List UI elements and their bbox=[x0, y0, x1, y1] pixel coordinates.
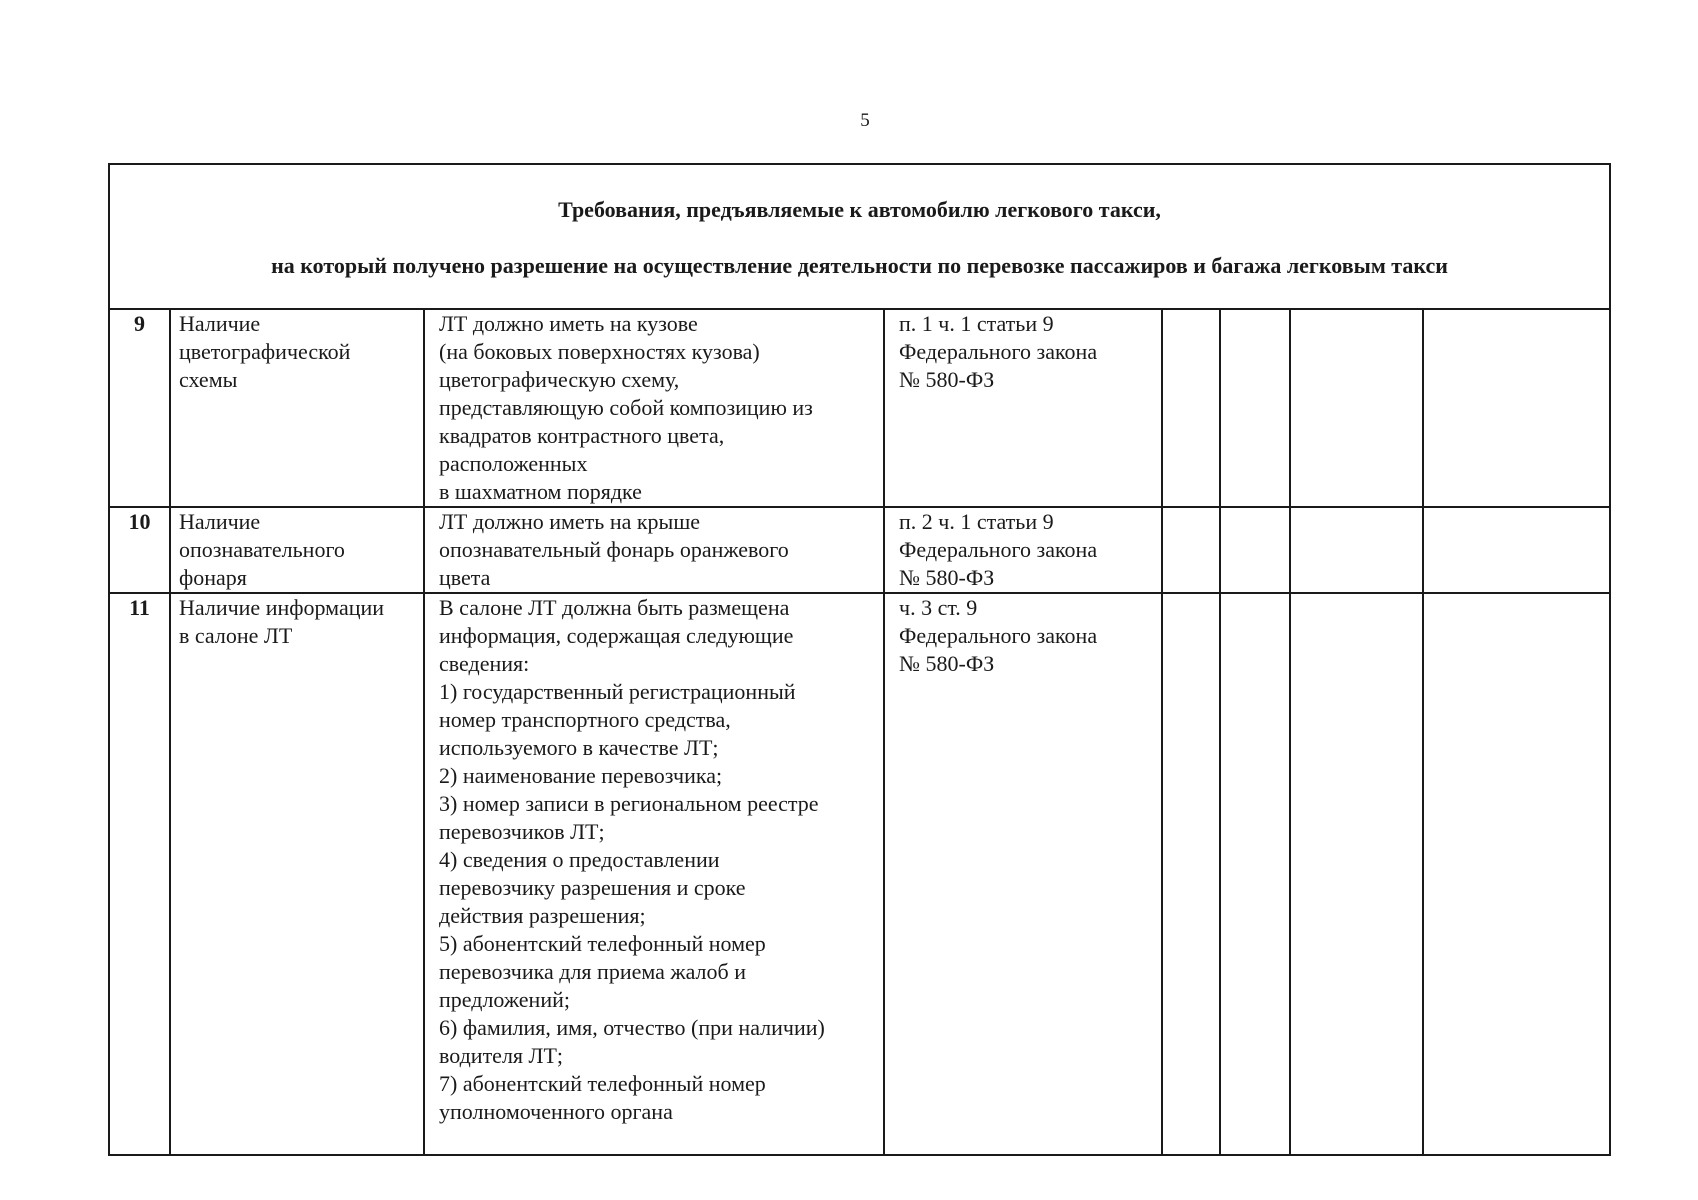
empty-cell bbox=[1423, 309, 1610, 507]
empty-cell bbox=[1162, 309, 1220, 507]
row-number: 11 bbox=[109, 593, 170, 1155]
legal-basis: п. 2 ч. 1 статьи 9 Федерального закона № 580-ФЗ bbox=[884, 507, 1162, 593]
empty-cell bbox=[1162, 507, 1220, 593]
empty-cell bbox=[1162, 593, 1220, 1155]
table-title bbox=[109, 164, 1610, 309]
requirement-name: Наличие информации в салоне ЛТ bbox=[170, 593, 424, 1155]
page-number: 5 bbox=[860, 110, 870, 131]
empty-cell bbox=[1423, 507, 1610, 593]
empty-cell bbox=[1220, 593, 1290, 1155]
requirement-description: В салоне ЛТ должна быть размещена информация, содержащая следующие сведения: 1) государственный регистрационный номер транспортного средства, используемого в качестве ЛТ; 2) наименование перевозчика; 3) номер записи в региональном реестре перевозчиков ЛТ; 4) сведения о предоставлении перевозчику разрешения и сроке действия разрешения; 5) абонентский телефонный номер перевозчика для приема жалоб и предложений; 6) фамилия, имя, отчество (при наличии) водителя ЛТ; 7) абонентский телефонный номер уполномоченного органа bbox=[424, 593, 884, 1155]
requirement-name: Наличие цветографической схемы bbox=[170, 309, 424, 507]
legal-basis: ч. 3 ст. 9 Федерального закона № 580-ФЗ bbox=[884, 593, 1162, 1155]
table-title-line-2: на который получено разрешение на осуществление деятельности по перевозке пассажиров и багажа легковым такси bbox=[271, 253, 1448, 278]
empty-cell bbox=[1423, 593, 1610, 1155]
empty-cell bbox=[1220, 309, 1290, 507]
requirement-name: Наличие опознавательного фонаря bbox=[170, 507, 424, 593]
legal-basis: п. 1 ч. 1 статьи 9 Федерального закона № 580-ФЗ bbox=[884, 309, 1162, 507]
row-number: 10 bbox=[109, 507, 170, 593]
empty-cell bbox=[1290, 507, 1423, 593]
table-row bbox=[109, 593, 1610, 1155]
requirement-description: ЛТ должно иметь на кузове (на боковых поверхностях кузова) цветографическую схему, представляющую собой композицию из квадратов контрастного цвета, расположенных в шахматном порядке bbox=[424, 309, 884, 507]
table-title-row bbox=[109, 164, 1610, 309]
empty-cell bbox=[1220, 507, 1290, 593]
row-number: 9 bbox=[109, 309, 170, 507]
table-row bbox=[109, 507, 1610, 593]
requirement-description: ЛТ должно иметь на крыше опознавательный фонарь оранжевого цвета bbox=[424, 507, 884, 593]
requirements-table bbox=[108, 163, 1611, 1156]
table-title-line-1: Требования, предъявляемые к автомобилю легкового такси, bbox=[558, 197, 1161, 222]
empty-cell bbox=[1290, 309, 1423, 507]
empty-cell bbox=[1290, 593, 1423, 1155]
table-row bbox=[109, 309, 1610, 507]
